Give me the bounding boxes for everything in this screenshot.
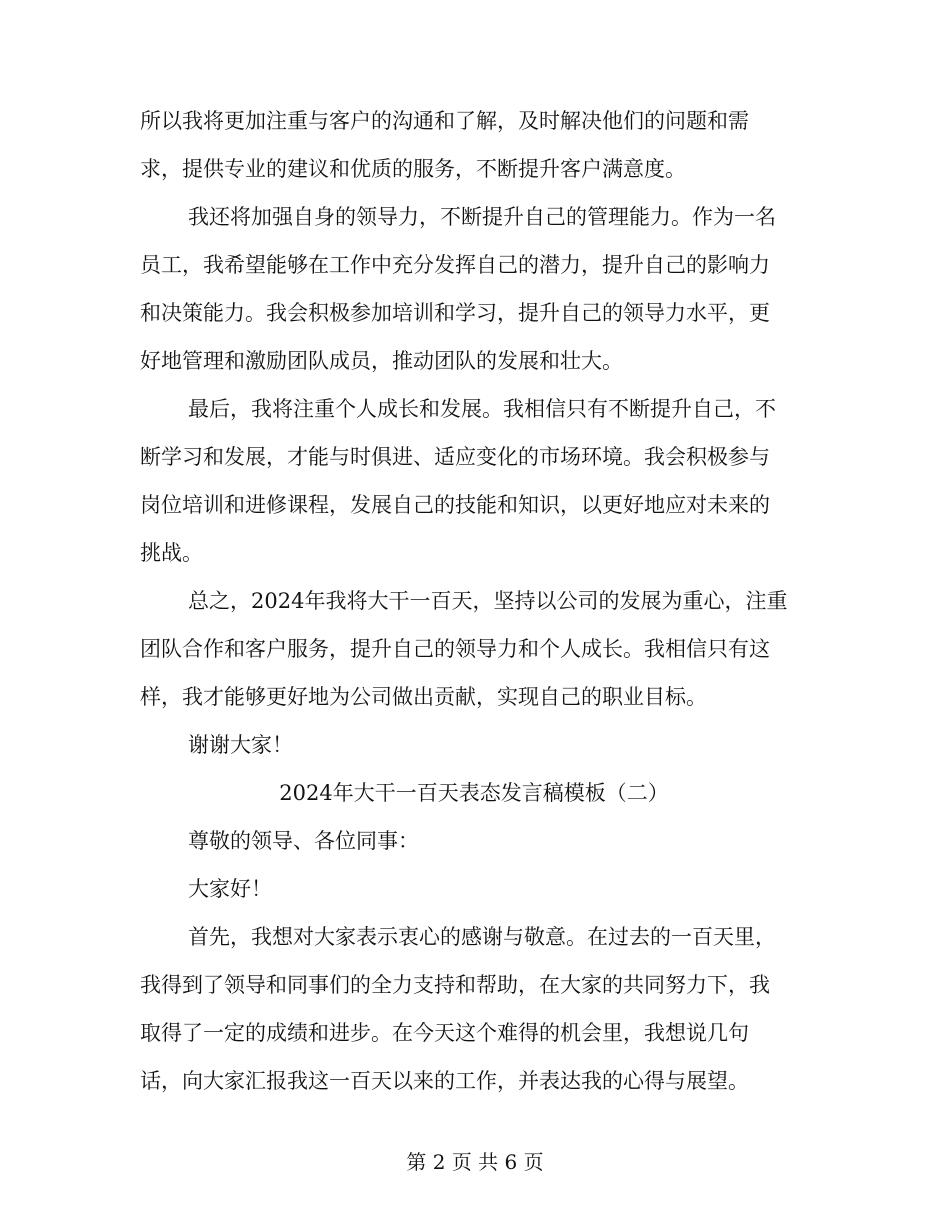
text-line: 岗位培训和进修课程，发展自己的技能和知识，以更好地应对未来的: [140, 493, 770, 517]
text-line: 取得了一定的成绩和进步。在今天这个难得的机会里，我想说几句: [140, 1021, 749, 1045]
text-line: 员工，我希望能够在工作中充分发挥自己的潜力，提升自己的影响力: [140, 253, 770, 277]
text-line: 话，向大家汇报我这一百天以来的工作，并表达我的心得与展望。: [140, 1069, 749, 1093]
page-footer: 第 2 页 共 6 页: [406, 1150, 544, 1174]
text-line: 所以我将更加注重与客户的沟通和了解，及时解决他们的问题和需: [140, 109, 749, 133]
text-line: 断学习和发展，才能与时俱进、适应变化的市场环境。我会积极参与: [140, 445, 770, 469]
text-line: 最后，我将注重个人成长和发展。我相信只有不断提升自己，不: [188, 397, 776, 421]
text-line: 大家好！: [188, 877, 272, 901]
text-line: 谢谢大家！: [188, 733, 293, 757]
section-title: 2024年大干一百天表态发言稿模板（二）: [279, 781, 669, 805]
text-line: 求，提供专业的建议和优质的服务，不断提升客户满意度。: [140, 157, 686, 181]
text-line: 总之，2024年我将大干一百天，坚持以公司的发展为重心，注重: [188, 589, 788, 613]
text-line: 尊敬的领导、各位同事：: [188, 829, 419, 853]
text-line: 我还将加强自身的领导力，不断提升自己的管理能力。作为一名: [188, 205, 776, 229]
text-line: 团队合作和客户服务，提升自己的领导力和个人成长。我相信只有这: [140, 637, 770, 661]
text-line: 样，我才能够更好地为公司做出贡献，实现自己的职业目标。: [140, 685, 707, 709]
text-line: 和决策能力。我会积极参加培训和学习，提升自己的领导力水平，更: [140, 301, 770, 325]
text-line: 挑战。: [140, 541, 203, 565]
text-line: 首先，我想对大家表示衷心的感谢与敬意。在过去的一百天里，: [188, 925, 776, 949]
text-line: 我得到了领导和同事们的全力支持和帮助，在大家的共同努力下，我: [140, 973, 770, 997]
text-line: 好地管理和激励团队成员，推动团队的发展和壮大。: [140, 349, 623, 373]
document-body: [140, 97, 808, 1105]
